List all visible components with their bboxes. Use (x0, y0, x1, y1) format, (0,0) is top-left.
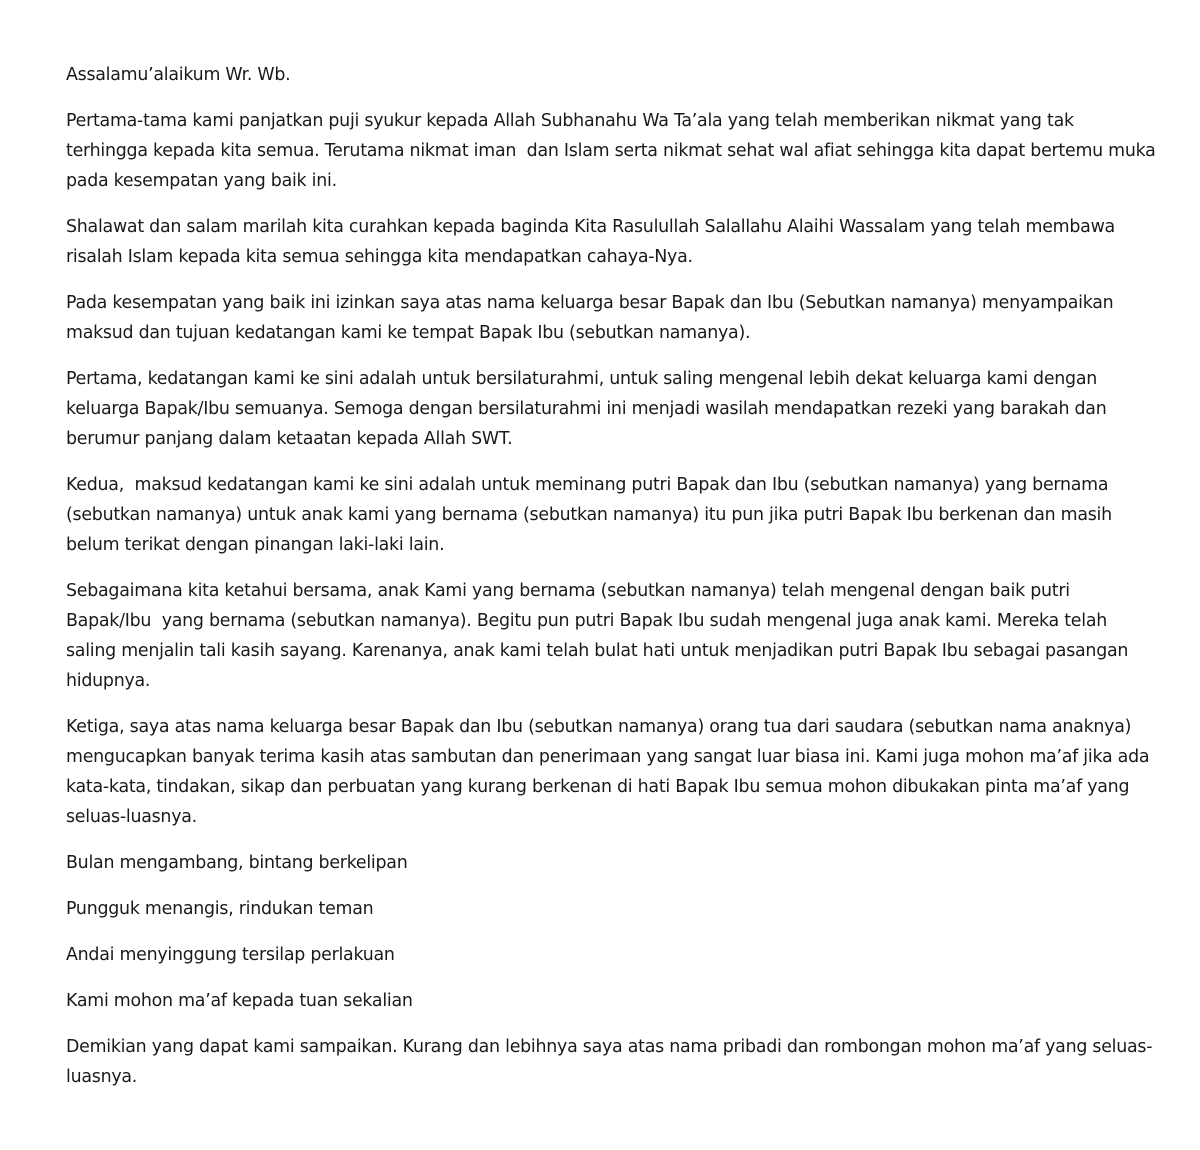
pantun-line-4: Kami mohon ma’af kepada tuan sekalian (66, 991, 413, 1011)
pantun-line-1: Bulan mengambang, bintang berkelipan (66, 853, 408, 873)
pantun-line-3: Andai menyinggung tersilap perlakuan (66, 945, 395, 965)
document-body (66, 60, 1161, 1092)
paragraph-second-point: Kedua, maksud kedatangan kami ke sini adalah untuk meminang putri Bapak dan Ibu (sebutkan namanya) yang bernama (sebutkan namanya) untuk anak kami yang bernama (sebutkan namanya) itu pun jika putri Bapak Ibu berkenan dan masih belum terikat dengan pinangan laki-laki lain. (66, 475, 1118, 555)
paragraph-purpose: Pada kesempatan yang baik ini izinkan saya atas nama keluarga besar Bapak dan Ibu (Sebutkan namanya) menyampaikan maksud dan tujuan kedatangan kami ke tempat Bapak Ibu (sebutkan namanya). (66, 293, 1119, 343)
paragraph-background: Sebagaimana kita ketahui bersama, anak Kami yang bernama (sebutkan namanya) telah mengenal dengan baik putri Bapak/Ibu yang bernama (sebutkan namanya). Begitu pun putri Bapak Ibu sudah mengenal juga anak kami. Mereka telah saling menjalin tali kasih sayang. Karenanya, anak kami telah bulat hati untuk menjadikan putri Bapak Ibu sebagai pasangan hidupnya. (66, 581, 1134, 691)
paragraph-third-point: Ketiga, saya atas nama keluarga besar Bapak dan Ibu (sebutkan namanya) orang tua dari saudara (sebutkan nama anaknya) mengucapkan banyak terima kasih atas sambutan dan penerimaan yang sangat luar biasa ini. Kami juga mohon ma’af jika ada kata-kata, tindakan, sikap dan perbuatan yang kurang berkenan di hati Bapak Ibu semua mohon dibukakan pinta ma’af yang seluas-luasnya. (66, 717, 1155, 827)
pantun-line-2: Pungguk menangis, rindukan teman (66, 899, 374, 919)
closing-paragraph: Demikian yang dapat kami sampaikan. Kurang dan lebihnya saya atas nama pribadi dan rombongan mohon ma’af yang seluas-luasnya. (66, 1037, 1153, 1087)
paragraph-first-point: Pertama, kedatangan kami ke sini adalah untuk bersilaturahmi, untuk saling mengenal lebih dekat keluarga kami dengan keluarga Bapak/Ibu semuanya. Semoga dengan bersilaturahmi ini menjadi wasilah mendapatkan rezeki yang barakah dan berumur panjang dalam ketaatan kepada Allah SWT. (66, 369, 1112, 449)
greeting: Assalamu’alaikum Wr. Wb. (66, 65, 291, 85)
paragraph-opening: Pertama-tama kami panjatkan puji syukur kepada Allah Subhanahu Wa Ta’ala yang telah memberikan nikmat yang tak terhingga kepada kita semua. Terutama nikmat iman dan Islam serta nikmat sehat wal afiat sehingga kita dapat bertemu muka pada kesempatan yang baik ini. (66, 111, 1161, 191)
paragraph-shalawat: Shalawat dan salam marilah kita curahkan kepada baginda Kita Rasulullah Salallahu Alaihi Wassalam yang telah membawa risalah Islam kepada kita semua sehingga kita mendapatkan cahaya-Nya. (66, 217, 1121, 267)
